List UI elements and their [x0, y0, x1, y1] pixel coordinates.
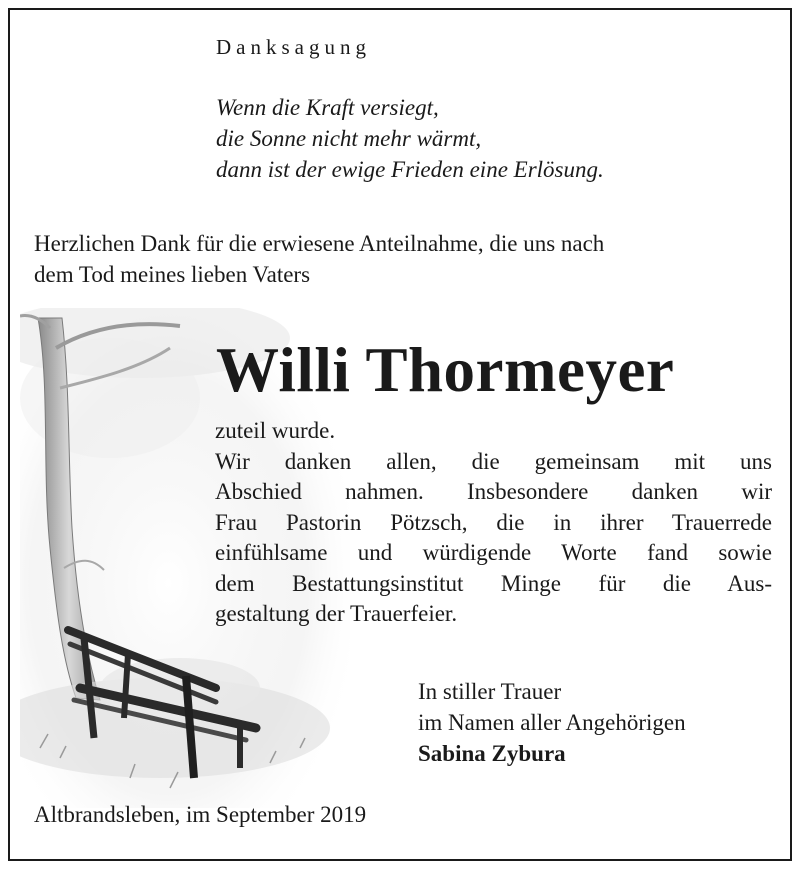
poem-line: Wenn die Kraft versiegt, [216, 95, 439, 120]
signature [418, 676, 686, 769]
intro-text [34, 228, 774, 290]
poem-line: die Sonne nicht mehr wärmt, [216, 126, 482, 151]
signature-name: Sabina Zybura [418, 741, 566, 766]
body-line: zuteil wurde. [215, 418, 336, 443]
body-line: Abschied nahmen. Insbesondere danken wir [215, 479, 772, 504]
heading: Danksagung [216, 35, 371, 59]
body-line: Frau Pastorin Pötzsch, die in ihrer Trauerrede [215, 509, 772, 535]
deceased-name: Willi Thormeyer [216, 335, 675, 405]
body-text [215, 416, 772, 630]
obituary-card [8, 8, 792, 861]
body-line: gestaltung der Trauerfeier. [215, 601, 458, 626]
poem [216, 92, 604, 185]
intro-line: Herzlichen Dank für die erwiesene Anteilnahme, die uns nach [34, 231, 605, 256]
body-line: Wir danken allen, die gemeinsam mit uns [215, 448, 772, 474]
body-line: dem Bestattungsinstitut Minge für die Aus- [215, 570, 772, 596]
signature-line: im Namen aller Angehörigen [418, 710, 686, 735]
poem-line: dann ist der ewige Frieden eine Erlösung. [216, 157, 604, 182]
intro-line: dem Tod meines lieben Vaters [34, 262, 311, 287]
place-date: Altbrandsleben, im September 2019 [34, 802, 367, 827]
signature-line: In stiller Trauer [418, 679, 562, 704]
body-line: einfühlsame und würdigende Worte fand sowie [215, 540, 772, 565]
